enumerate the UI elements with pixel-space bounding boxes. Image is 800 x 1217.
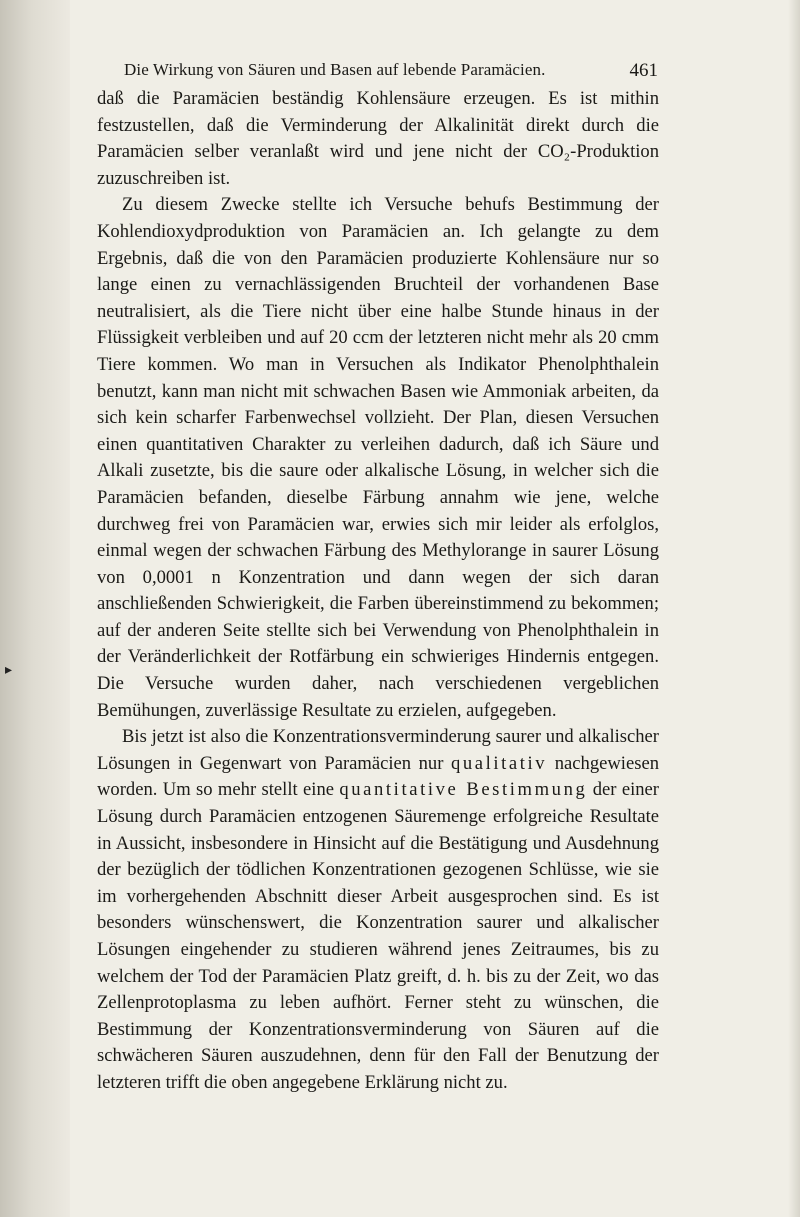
emphasis-quantitative-bestimmung: quantitative Bestimmung: [339, 779, 588, 801]
margin-mark: ▸: [5, 663, 13, 678]
paragraph-1: daß die Paramäcien beständig Kohlensäure erzeugen. Es ist mithin festzustellen, daß die Verminderung der Alkalinität direkt durch die Paramäcien selber veranlaßt wird und jene nicht der CO₂-Produktion zuzuschreiben ist.: [97, 88, 659, 189]
paragraph-3-text-b: nachgewiesen worden. Um so mehr stellt eine: [97, 752, 659, 801]
paragraph-3: [97, 724, 659, 1096]
scan-shadow-right: [788, 0, 800, 1217]
page-number: 461: [629, 60, 658, 81]
emphasis-qualitativ: qualitativ: [450, 752, 548, 774]
scan-shadow-left: [0, 0, 70, 1217]
body-text: [97, 86, 659, 1097]
paragraph-3-text-a: Bis jetzt ist also die Konzentrationsverminderung saurer und alkalischer Lösungen in Gegenwart von Paramäcien nur: [97, 726, 659, 774]
page-header: [124, 60, 658, 86]
running-title: Die Wirkung von Säuren und Basen auf lebende Paramäcien.: [124, 60, 546, 79]
paragraph-3-text-c: der einer Lösung durch Paramäcien entzogenen Säuremenge erfolgreiche Resultate in Aussicht, insbesondere in Hinsicht auf die Bestätigung und Ausdehnung der bezüglich der tödlichen Konzentrationen gezogenen Schlüsse, wie sie im vorhergehenden Abschnitt dieser Arbeit ausgesprochen sind. Es ist besonders wünschenswert, die Konzentration saurer und alkalischer Lösungen eingehender zu studieren während jenes Zeitraumes, bis zu welchem der Tod der Paramäcien Platz greift, d. h. bis zu der Zeit, wo das Zellenprotoplasma zu leben aufhört. Ferner steht zu wünschen, die Bestimmung der Konzentrationsverminderung von Säuren auf die schwächeren Säuren auszudehnen, denn für den Fall der Benutzung der letzteren trifft die oben angegebene Erklärung nicht zu.: [97, 779, 659, 1093]
paragraph-2: Zu diesem Zwecke stellte ich Versuche behufs Bestimmung der Kohlendioxydproduktion von Paramäcien an. Ich gelangte zu dem Ergebnis, daß die von den Paramäcien produzierte Kohlensäure nur so lange einen zu vernachlässigenden Bruchteil der vorhandenen Base neutralisiert, als die Tiere nicht über eine halbe Stunde hinaus in der Flüssigkeit verbleiben und auf 20 ccm der letzteren nicht mehr als 20 cmm Tiere kommen. Wo man in Versuchen als Indikator Phenolphthalein benutzt, kann man nicht mit schwachen Basen wie Ammoniak arbeiten, da sich kein scharfer Farbenwechsel vollzieht. Der Plan, diesen Versuchen einen quantitativen Charakter zu verleihen dadurch, daß ich Säure und Alkali zusetzte, bis die saure oder alkalische Lösung, in welcher sich die Paramäcien befanden, dieselbe Färbung annahm wie jene, welche durchweg frei von Paramäcien war, erwies sich mir leider als erfolglos, einmal wegen der schwachen Färbung des Methylorange in saurer Lösung von 0,0001 n Konzentration und dann wegen der sich daran anschließenden Schwierigkeit, die Farben übereinstimmend zu bekommen; auf der anderen Seite stellte sich bei Verwendung von Phenolphthalein in der Veränderlichkeit der Rotfärbung ein schwieriges Hindernis entgegen. Die Versuche wurden daher, nach verschiedenen vergeblichen Bemühungen, zuverlässige Resultate zu erzielen, aufgegeben.: [97, 194, 659, 721]
